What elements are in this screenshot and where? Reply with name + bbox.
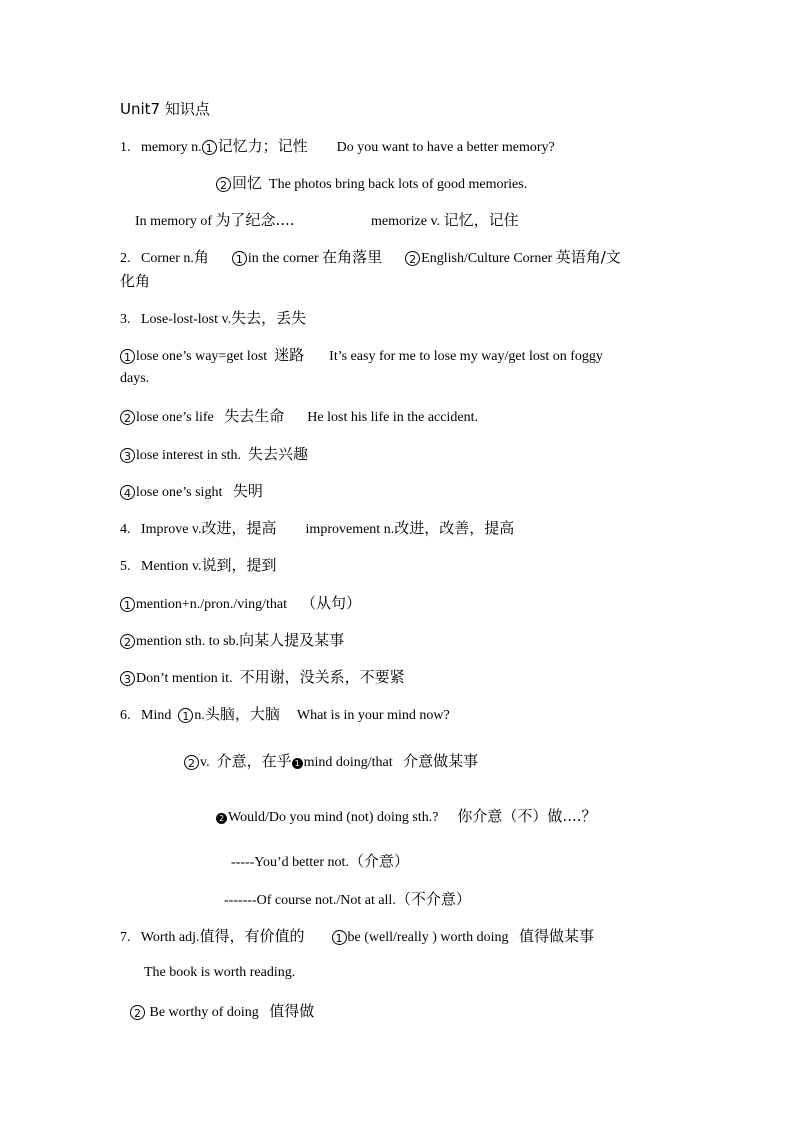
item-3-sub-4: 4 lose one’s sight 失明 bbox=[120, 482, 263, 502]
circled-number-icon: 2 bbox=[184, 755, 199, 770]
item-5-sub-1: 1 mention+n./pron./ving/that （从句） bbox=[120, 594, 361, 614]
circled-number-icon: 2 bbox=[120, 410, 135, 425]
circled-number-icon: 1 bbox=[120, 349, 135, 364]
item-2-line-2: 化角 bbox=[120, 272, 151, 290]
circled-number-icon: 3 bbox=[120, 671, 135, 686]
circled-number-icon: 1 bbox=[332, 930, 347, 945]
item-7-heading: 7. Worth adj.值得，有价值的 1 be (well/really ) worth doing 值得做某事 bbox=[120, 927, 594, 945]
circled-number-icon: 1 bbox=[202, 140, 217, 155]
item-4: 4. Improve v.改进，提高 improvement n.改进，改善，提高 bbox=[120, 519, 515, 537]
circled-number-icon: 2 bbox=[120, 634, 135, 649]
item-1-line-1: 1. memory n. 1 记忆力；记性 Do you want to have a better memory? bbox=[120, 137, 555, 155]
item-6-sub-2: 2 v. 介意，在乎 1 mind doing/that 介意做某事 bbox=[184, 752, 478, 772]
item-3-sub-2: 2 lose one’s life 失去生命 He lost his life in the accident. bbox=[120, 407, 478, 427]
item-6-reply-2: -------Of course not./Not at all.（不介意） bbox=[224, 890, 471, 908]
circled-number-icon: 1 bbox=[232, 251, 247, 266]
circled-number-icon: 4 bbox=[120, 485, 135, 500]
circled-number-icon: 1 bbox=[120, 597, 135, 612]
item-7-example: The book is worth reading. bbox=[144, 965, 296, 980]
circled-number-icon: 2 bbox=[130, 1005, 145, 1020]
item-6-heading: 6. Mind 1 n.头脑，大脑 What is in your mind now? bbox=[120, 705, 450, 723]
item-1-line-3: In memory of 为了纪念.... bbox=[135, 211, 295, 229]
circled-number-icon: 2 bbox=[216, 177, 231, 192]
item-3-sub-1-cont: days. bbox=[120, 371, 150, 386]
item-3-sub-1: 1 lose one’s way=get lost 迷路 It’s easy for me to lose my way/get lost on foggy bbox=[120, 346, 603, 366]
item-5-sub-2: 2 mention sth. to sb.向某人提及某事 bbox=[120, 631, 344, 651]
filled-circled-number-icon: 1 bbox=[292, 758, 303, 769]
circled-number-icon: 3 bbox=[120, 448, 135, 463]
item-1-line-2: 2 回忆 The photos bring back lots of good memories. bbox=[216, 174, 527, 194]
item-2-line-1: 2. Corner n.角 1 in the corner 在角落里 2 English/Culture Corner 英语角/文 bbox=[120, 248, 621, 266]
item-7-sub-2: 2 Be worthy of doing 值得做 bbox=[130, 1002, 314, 1022]
filled-circled-number-icon: 2 bbox=[216, 813, 227, 824]
item-6-sub-2b: 2 Would/Do you mind (not) doing sth.? 你介意（不）做....？ bbox=[216, 807, 597, 827]
item-3-sub-3: 3 lose interest in sth. 失去兴趣 bbox=[120, 445, 308, 465]
circled-number-icon: 2 bbox=[405, 251, 420, 266]
item-5-sub-3: 3 Don’t mention it. 不用谢，没关系，不要紧 bbox=[120, 668, 405, 688]
item-1-line-3b: memorize v. 记忆，记住 bbox=[371, 211, 519, 229]
page-title: Unit7 知识点 bbox=[120, 100, 210, 118]
item-3-heading: 3. Lose-lost-lost v.失去，丢失 bbox=[120, 309, 307, 327]
item-5-heading: 5. Mention v.说到，提到 bbox=[120, 556, 277, 574]
circled-number-icon: 1 bbox=[178, 708, 193, 723]
item-6-reply-1: -----You’d better not.（介意） bbox=[231, 852, 409, 870]
